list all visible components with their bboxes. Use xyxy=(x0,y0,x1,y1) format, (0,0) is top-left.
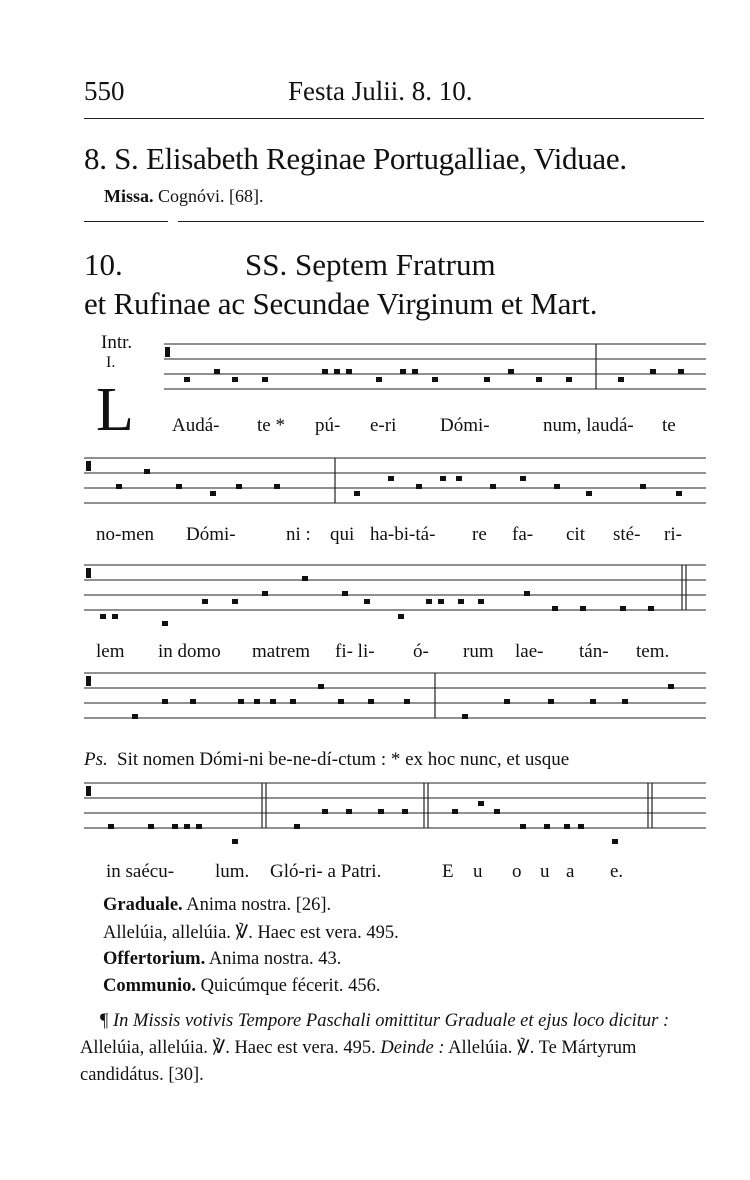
lyric-3-7: lae- xyxy=(515,641,544,662)
lyric-3-8: tán- xyxy=(579,641,609,662)
lyric-1-6: num, laudá- xyxy=(543,415,634,436)
euouae-e-final: e. xyxy=(610,861,624,882)
lyric-5-3: Gló-ri- a Patri. xyxy=(270,861,382,882)
rubric-italic-2: Deinde : xyxy=(380,1038,445,1058)
alleluia-line: Allelúia, allelúia. ℣. Haec est vera. 495. xyxy=(103,923,399,943)
rubric-text-1: Allelúia, allelúia. ℣. Haec est vera. 495. xyxy=(80,1038,376,1058)
rubric-text-2: Allelúia. ℣. Te Mártyrum candidátus. [30]. xyxy=(80,1038,637,1085)
communio-text: Quicúmque fécerit. 456. xyxy=(200,976,381,996)
page-number: 550 xyxy=(84,76,125,106)
lyric-3-2: in domo xyxy=(158,641,221,662)
initial-letter: L xyxy=(96,376,134,444)
rubric-italic-1: In Missis votivis Tempore Paschali omittitur Graduale et ejus loco dicitur : xyxy=(113,1011,670,1031)
euouae-o: o xyxy=(512,861,522,882)
feast-10-title-line1: SS. Septem Fratrum xyxy=(245,247,496,282)
communio-line xyxy=(103,976,380,997)
neumes xyxy=(100,369,684,844)
paschal-rubric xyxy=(80,1008,702,1089)
lyric-2-5: ha-bi-tá- xyxy=(370,524,436,545)
lyric-2-3: ni : xyxy=(286,524,311,545)
pilcrow-mark: ¶ xyxy=(100,1011,109,1031)
lyric-2-7: fa- xyxy=(512,524,534,545)
offertorium-label: Offertorium. xyxy=(103,949,206,969)
euouae-e: E xyxy=(442,861,454,882)
feast-10-title-line2: et Rufinae ac Secundae Virginum et Mart. xyxy=(84,286,598,321)
graduale-text: Anima nostra. [26]. xyxy=(186,895,332,915)
communio-label: Communio. xyxy=(103,976,197,996)
graduale-line xyxy=(103,895,331,916)
lyric-1-1: Audá- xyxy=(172,415,220,436)
lyric-1-2: te * xyxy=(257,415,285,436)
lyric-5-1: in saécu- xyxy=(106,861,175,882)
lyric-2-9: sté- xyxy=(613,524,641,545)
feast-10-number: 10. xyxy=(84,247,123,282)
offertorium-line xyxy=(103,949,341,970)
graduale-label: Graduale. xyxy=(103,895,183,915)
euouae-u2: u xyxy=(540,861,550,882)
lyric-2-1: no-men xyxy=(96,524,155,545)
introit-label: Intr. xyxy=(101,332,133,353)
missa-label: Missa. xyxy=(104,186,154,206)
missa-text: Cognóvi. [68]. xyxy=(158,186,264,206)
lyric-2-4: qui xyxy=(330,524,355,545)
lyric-3-9: tem. xyxy=(636,641,670,662)
lyric-3-4: fi- li- xyxy=(335,641,375,662)
running-title: Festa Julii. 8. 10. xyxy=(288,76,473,106)
lyric-3-1: lem xyxy=(96,641,125,662)
lyric-2-6: re xyxy=(472,524,487,545)
lyric-1-5: Dómi- xyxy=(440,415,490,436)
lyric-5-2: lum. xyxy=(215,861,250,882)
lyric-3-3: matrem xyxy=(252,641,311,662)
lyric-2-2: Dómi- xyxy=(186,524,236,545)
lyric-2-10: ri- xyxy=(664,524,682,545)
clefs xyxy=(86,347,170,796)
lyric-3-5: ó- xyxy=(413,641,429,662)
psalm-verse: Sit nomen Dómi-ni be-ne-dí-ctum : * ex hoc nunc, et usque xyxy=(117,749,570,770)
lyric-1-7: te xyxy=(662,415,676,436)
psalm-label: Ps. xyxy=(84,749,108,770)
lyric-2-8: cit xyxy=(566,524,585,545)
mode-label: I. xyxy=(106,354,116,371)
feast-8-title: 8. S. Elisabeth Reginae Portugalliae, Viduae. xyxy=(84,141,627,176)
euouae-a: a xyxy=(566,861,575,882)
offertorium-text: Anima nostra. 43. xyxy=(208,949,342,969)
lyric-3-6: rum xyxy=(463,641,494,662)
lyric-1-4: e-ri xyxy=(370,415,397,436)
lyric-1-3: pú- xyxy=(315,415,341,436)
euouae-u1: u xyxy=(473,861,483,882)
